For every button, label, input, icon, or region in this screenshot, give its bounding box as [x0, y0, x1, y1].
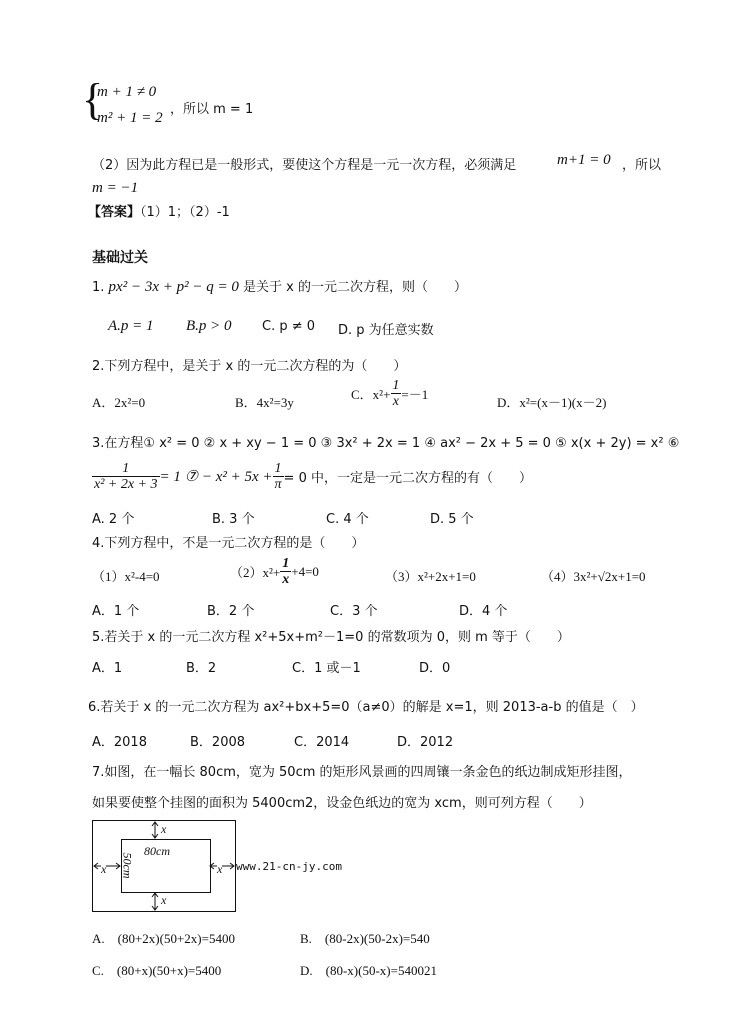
system-conclusion: ，所以 m = 1: [170, 102, 254, 117]
q5-option-c: C．1 或－1: [292, 661, 361, 676]
q3-option-c: C. 4 个: [326, 512, 369, 527]
q2-fraction: [390, 378, 401, 410]
q7-option-a: A. (80+2x)(50+2x)=5400: [92, 931, 235, 946]
length-label: 80cm: [144, 844, 170, 858]
q4-option-c: C．3 个: [330, 604, 378, 619]
q7-option-c: C. (80+x)(50+x)=5400: [92, 963, 222, 978]
part2-text: （2）因为此方程已是一般形式，要使这个方程是一元一次方程，必须满足: [92, 158, 517, 173]
q4-frac-num: 1: [282, 556, 290, 571]
answer-text: （1）1；（2）-1: [140, 205, 230, 220]
q7-line-1: 7.如图，在一幅长 80cm，宽为 50cm 的矩形风景画的四周镶一条金色的纸边制成矩形挂图，: [92, 765, 632, 780]
q4-option-d: D．4 个: [459, 604, 508, 619]
q3-fraction-2: [273, 461, 284, 493]
section-title: 基础过关: [92, 250, 148, 266]
q6-option-c: C．2014: [294, 735, 350, 750]
q4-item-2-lead: （2）x²+: [230, 565, 281, 581]
q1-option-c: C. p ≠ 0: [262, 319, 316, 334]
top-margin-x: x: [161, 822, 167, 836]
width-label: 50cm: [120, 852, 135, 879]
q1-stem: [92, 276, 467, 296]
q4-item-3: （3）x²+2x+1=0: [385, 569, 476, 584]
q4-item-2: [230, 556, 319, 588]
q6-option-a: A．2018: [92, 735, 147, 750]
q6-stem: 6.若关于 x 的一元二次方程为 ax²+bx+5=0（a≠0）的解是 x=1，则 2013-a-b 的值是（ ）: [88, 700, 644, 715]
q4-item-4: [541, 566, 646, 585]
system-brace: {: [82, 75, 104, 124]
q4-fraction: [280, 556, 291, 588]
q2-frac-num: 1: [392, 378, 400, 393]
system-line-1: m + 1 ≠ 0: [97, 84, 157, 100]
q5-option-d: D．0: [419, 661, 451, 676]
part2-condition: m+1 = 0: [557, 152, 611, 168]
q1-option-b: B.p > 0: [186, 318, 232, 334]
q6-option-d: D．2012: [397, 735, 454, 750]
part2-result: m = −1: [92, 180, 139, 196]
q4-item-4-tail: x+1=0: [611, 569, 646, 584]
q4-frac-den: x: [282, 572, 290, 588]
q4-option-a: A．1 个: [92, 604, 140, 619]
q7-option-d: D. (80-x)(50-x)=540021: [300, 963, 437, 978]
q3-line-2: [92, 461, 532, 493]
q3-tail: = 0 中，一定是一元二次方程的有（ ）: [283, 471, 532, 487]
q1-number: 1.: [92, 280, 105, 295]
q4-option-b: B．2 个: [207, 604, 255, 619]
q4-stem: 4.下列方程中，不是一元二次方程的是（ ）: [92, 536, 365, 551]
q3-option-b: B. 3 个: [212, 512, 255, 527]
q2-frac-den: x: [392, 394, 400, 410]
q6-option-b: B．2008: [190, 735, 246, 750]
q3-frac1-den: x² + 2x + 3: [94, 477, 158, 493]
q3-option-d: D. 5 个: [430, 512, 474, 527]
q2-stem: 2.下列方程中，是关于 x 的一元二次方程的为（ ）: [92, 359, 407, 374]
q1-option-a: A.p = 1: [108, 318, 154, 334]
q7-option-b: B. (80-2x)(50-2x)=540: [300, 931, 430, 946]
q5-stem: 5.若关于 x 的一元二次方程 x²+5x+m²－1=0 的常数项为 0，则 m 等于（ ）: [92, 630, 570, 645]
watermark-url: www.21-cn-jy.com: [236, 860, 342, 873]
q5-option-a: A．1: [92, 661, 123, 676]
q2-option-d: D．x²=(x－1)(x－2): [497, 395, 607, 410]
q2-option-a: A．2x²=0: [92, 395, 146, 410]
q1-equation: px² − 3x + p² − q = 0: [108, 279, 239, 295]
q4-item-1: （1）x²-4=0: [92, 569, 160, 584]
q2-option-c: [351, 378, 428, 410]
system-line-2: m² + 1 = 2: [97, 110, 163, 126]
q1-option-d: D. p 为任意实数: [338, 323, 434, 338]
q4-item-2-tail: +4=0: [291, 563, 319, 579]
q7-line-2: 如果要使整个挂图的面积为 5400cm2，设金色纸边的宽为 xcm，则可列方程（ ）: [92, 796, 592, 811]
q3-frac2-den: π: [274, 477, 282, 493]
q4-sqrt: √2: [597, 569, 612, 584]
answer-label: 【答案】: [88, 205, 141, 220]
q1-text: 是关于 x 的一元二次方程，则（ ）: [243, 280, 467, 295]
q2-option-c-tail: =－1: [401, 387, 429, 403]
part2-tail: ，所以: [622, 158, 662, 173]
bottom-margin-x: x: [161, 893, 167, 907]
frame-diagram: [92, 820, 236, 912]
q2-option-c-lead: C．x²+: [351, 387, 391, 403]
q3-mid: = 1 ⑦ − x² + 5x +: [159, 469, 273, 486]
right-margin-x: x: [217, 862, 223, 876]
answer-line: [88, 201, 230, 220]
q5-option-b: B．2: [186, 661, 217, 676]
q3-frac2-num: 1: [274, 461, 282, 476]
q4-item-4-lead: （4）3x²+: [541, 569, 598, 584]
q3-option-a: A. 2 个: [92, 512, 135, 527]
q2-option-b: B．4x²=3y: [235, 395, 294, 410]
q3-frac1-num: 1: [122, 461, 130, 476]
q3-line-1: 3.在方程① x² = 0 ② x + xy − 1 = 0 ③ 3x² + 2x = 1 ④ ax² − 2x + 5 = 0 ⑤ x(x + 2y) = x² ⑥: [92, 436, 680, 451]
left-margin-x: x: [101, 862, 107, 876]
q3-fraction-1: [92, 461, 160, 493]
